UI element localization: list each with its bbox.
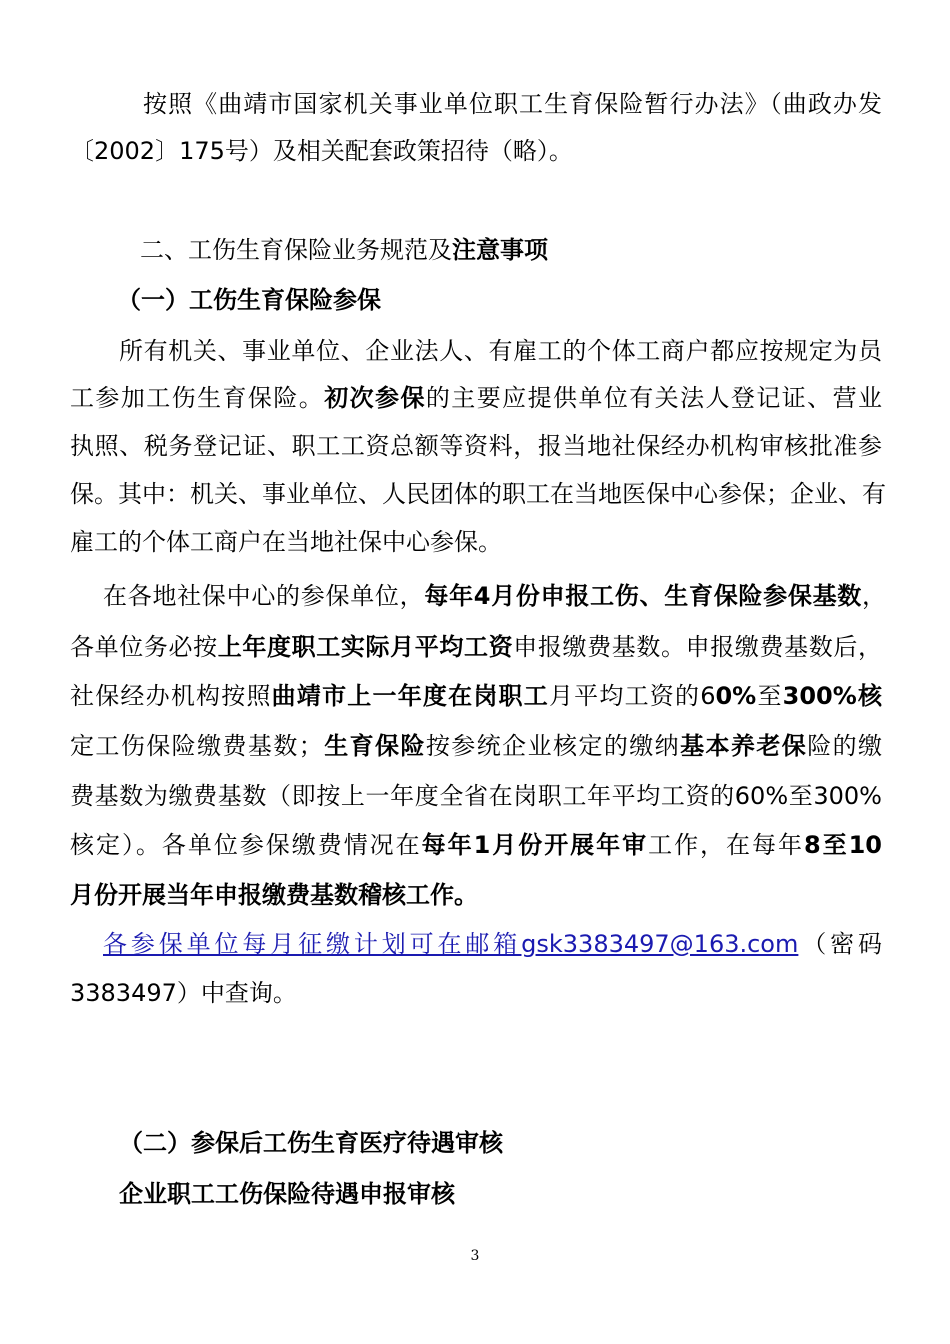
paragraph-1-line-1 <box>143 88 882 120</box>
heading-text: （二）参保后工伤生育医疗待遇审核 <box>119 1129 503 1157</box>
bold-text: 曲靖市上一年度在岗职工 <box>271 682 549 710</box>
paragraph-2-line-5 <box>70 526 882 558</box>
bold-text: 生育保险 <box>322 732 426 760</box>
subsection-heading-3 <box>119 1178 931 1210</box>
subsection-heading-1 <box>117 284 929 316</box>
text: 3383497）中查询。 <box>70 979 297 1007</box>
text: 费基数为缴费基数（即按上一年度全省在岗职工年平均工资的60%至300% <box>70 782 882 810</box>
paragraph-2-line-1 <box>119 335 882 367</box>
bold-text: 300%核 <box>782 682 883 710</box>
paragraph-3-line-2 <box>70 631 882 663</box>
page-number: 3 <box>470 1248 480 1264</box>
subsection-heading-2 <box>119 1127 931 1159</box>
text: 按照《曲靖市国家机关事业单位职工生育保险暂行办法》（曲政办发 <box>143 90 882 118</box>
paragraph-2-line-3 <box>70 430 882 462</box>
text: 险的缴 <box>807 732 883 760</box>
text: 各单位务必按 <box>70 633 218 661</box>
bold-text: 每年1月份开展年审 <box>421 831 649 859</box>
text: 核定）。各单位参保缴费情况在 <box>70 831 422 859</box>
text: 至 <box>756 682 783 710</box>
paragraph-2-line-4 <box>70 478 886 510</box>
text: 申报缴费基数。申报缴费基数后， <box>513 633 882 661</box>
bold-text: 每年4月份申报工伤、生育保险参保基数 <box>424 582 863 610</box>
text: 保。其中：机关、事业单位、人民团体的职工在当地医保中心参保；企业、有 <box>70 480 886 508</box>
heading-text: 企业职工工伤保险待遇申报审核 <box>119 1180 455 1208</box>
paragraph-4-line-2 <box>70 977 882 1009</box>
heading-text: 二、工伤生育保险业务规范及 <box>140 236 452 264</box>
paragraph-4-line-1 <box>103 928 882 960</box>
text: 定工伤保险缴费基数； <box>70 732 323 760</box>
text: 所有机关、事业单位、企业法人、有雇工的个体工商户都应按规定为员 <box>119 337 882 365</box>
section-heading-2 <box>140 234 950 266</box>
text: 的主要应提供单位有关法人登记证、营业 <box>425 384 883 412</box>
paragraph-1-line-2 <box>70 135 882 167</box>
text: 工作，在每年 <box>648 831 804 859</box>
paragraph-3-line-5 <box>70 780 882 812</box>
bold-text: 8至10 <box>803 831 882 859</box>
heading-text: （一）工伤生育保险参保 <box>117 286 381 314</box>
text: 按参统企业核定的缴纳 <box>425 732 681 760</box>
paragraph-3-line-6 <box>70 829 882 861</box>
bold-text: 月份开展当年申报缴费基数稽核工作。 <box>70 881 478 909</box>
bold-text: 上年度职工实际月平均工资 <box>217 633 514 661</box>
paragraph-3-line-3 <box>70 680 882 712</box>
text: 社保经办机构按照 <box>70 682 272 710</box>
paragraph-2-line-2 <box>70 382 882 414</box>
text: 雇工的个体工商户在当地社保中心参保。 <box>70 528 502 556</box>
text: 月平均工资的6 <box>548 682 716 710</box>
text: 工参加工伤生育保险。 <box>70 384 325 412</box>
text: 〔2002〕175号）及相关配套政策招待（略）。 <box>70 137 573 165</box>
paragraph-3-line-1 <box>103 580 886 612</box>
text: 在各地社保中心的参保单位， <box>103 582 425 610</box>
email-link[interactable]: 各参保单位每月征缴计划可在邮箱gsk3383497@163.com <box>103 930 799 958</box>
paragraph-3-line-4 <box>70 730 882 762</box>
text: （密码 <box>798 930 883 958</box>
text: 执照、税务登记证、职工工资总额等资料，报当地社保经办机构审核批准参 <box>70 432 882 460</box>
heading-bold-text: 注意事项 <box>452 236 548 264</box>
bold-text: 基本养老保 <box>680 732 808 760</box>
text: ， <box>862 582 887 610</box>
paragraph-3-line-7 <box>70 879 882 911</box>
bold-text: 初次参保 <box>324 384 426 412</box>
bold-text: 0% <box>715 682 757 710</box>
